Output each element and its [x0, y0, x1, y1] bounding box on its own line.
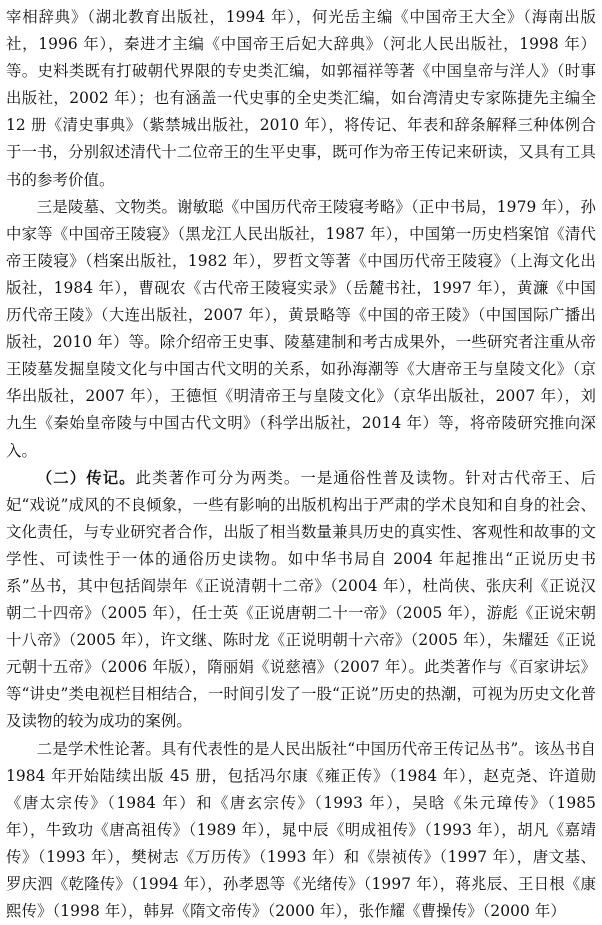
section-heading: （二）传记。 [36, 468, 136, 487]
paragraph-reference-works [6, 4, 596, 194]
paragraph-tombs-relics [6, 194, 596, 465]
paragraph-text: 此类著作可分为两类。一是通俗性普及读物。针对古代帝王、后妃“戏说”成风的不良倾象，一些有影响的出版机构出于严肃的学术良知和自身的社会、文化责任，与专业研究者合作，出版了相当数量兼具历史的真实性、客观性和故事的文学性、可读性于一体的通俗历史读物。如中华书局自 2004 年起推出“正说历史书系”丛书，其中包括阎崇年《正说清朝十二帝》（2004 年），杜尚侠、张庆利《正说汉朝二十四帝》（2005 年），任士英《正说唐朝二十一帝》（2005 年），游彪《正说宋朝十八帝》（2005 年），许文继、陈时龙《正说明朝十六帝》（2005 年），朱耀廷《正说元朝十五帝》（2006 年版），隋丽娟《说慈禧》（2007 年）。此类著作与《百家讲坛》等“讲史”类电视栏目相结合，一时间引发了一股“正说”历史的热潮，可视为历史文化普及读物的较为成功的案例。 [6, 468, 596, 731]
paragraph-text: 二是学术性论著。具有代表性的是人民出版社“中国历代帝王传记丛书”。该丛书自 1984 年开始陆续出版 45 册，包括冯尔康《雍正传》（1984 年），赵克尧、许道勋《唐太宗传》（1984 年）和《唐玄宗传》（1993 年），吴晗《朱元璋传》（1985 年），牛致功《唐高祖传》（1989 年），晁中辰《明成祖传》（1993 年），胡凡《嘉靖传》（1993 年），樊树志《万历传》（1993 年）和《崇祯传》（1997 年），唐文基、罗庆泗《乾隆传》（1994 年），孙孝恩等《光绪传》（1997 年），蒋兆辰、王日根《康熙传》（1998 年），韩昇《隋文帝传》（2000 年），张作耀《曹操传》（2000 年） [6, 739, 596, 921]
paragraph-text: 宰相辞典》（湖北教育出版社，1994 年），何光岳主编《中国帝王大全》（海南出版社，1996 年），秦进才主编《中国帝王后妃大辞典》（河北人民出版社，1998 年）等。史料类既有打破朝代界限的专史类汇编，如郭福祥等著《中国皇帝与洋人》（时事出版社，2002 年）；也有涵盖一代史事的全史类汇编，如台湾清史专家陈捷先主编全 12 册《清史事典》（紫禁城出版社，2010 年），将传记、年表和辞条解释三种体例合于一书，分别叙述清代十二位帝王的生平史事，既可作为帝王传记来研读，又具有工具书的参考价值。 [6, 8, 596, 189]
paragraph-biographies-popular [6, 465, 596, 736]
paragraph-text: 三是陵墓、文物类。谢敏聪《中国历代帝王陵寝考略》（正中书局，1979 年），孙中家等《中国帝王陵寝》（黑龙江人民出版社，1987 年），中国第一历史档案馆《清代帝王陵寝》（档案出版社，1982 年），罗哲文等著《中国历代帝王陵寝》（上海文化出版社，1984 年），曹砚农《古代帝王陵寝实录》（岳麓书社，1997 年），黄濂《中国历代帝王陵》（大连出版社，2007 年），黄景略等《中国的帝王陵》（中国国际广播出版社，2010 年）等。除介绍帝王史事、陵墓建制和考古成果外，一些研究者注重从帝王陵墓发掘皇陵文化与中国古代文明的关系，如孙海潮等《大唐帝王与皇陵文化》（京华出版社，2007 年），王德恒《明清帝王与皇陵文化》（京华出版社，2007 年），刘九生《秦始皇帝陵与中国古代文明》（科学出版社，2014 年）等，将帝陵研究推向深入。 [6, 197, 596, 460]
paragraph-biographies-academic [6, 736, 596, 925]
